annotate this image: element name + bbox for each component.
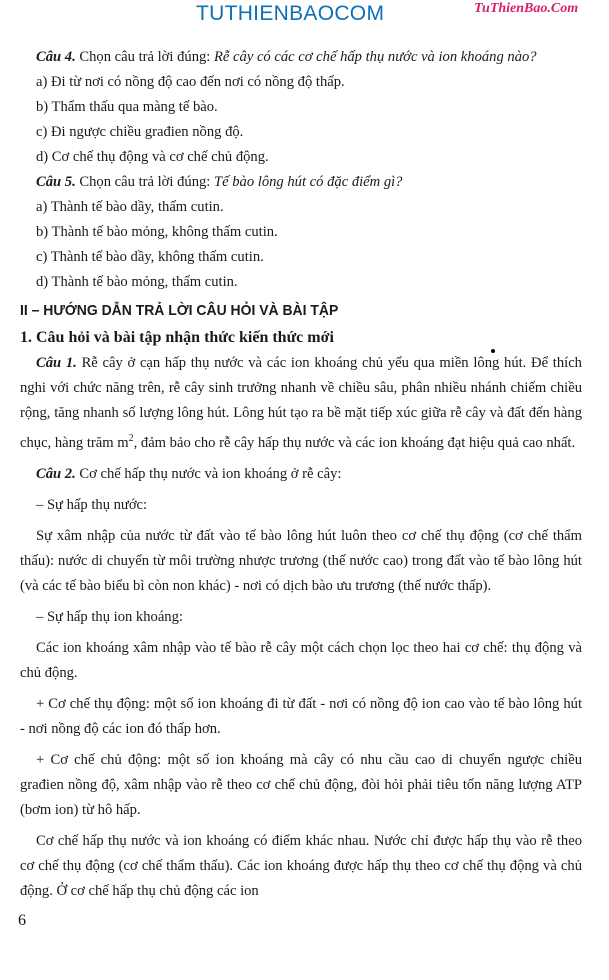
water-absorption-heading: – Sự hấp thụ nước: <box>36 496 148 513</box>
answer-1-superscript: 2 <box>128 433 134 444</box>
subsection-heading: 1. Câu hỏi và bài tập nhận thức kiến thức mới <box>20 329 334 346</box>
stray-dot-mark <box>491 349 495 353</box>
answer-1-text: Rễ cây ở cạn hấp thụ nước và các ion khoáng chủ yếu qua miền lông hút. Để thích nghi với chức năng trên, rễ cây sinh trưởng nhanh về chiều sâu, phân nhiều nhánh chiếm chiều rộng, tăng nhanh số lượng lông hút. Lông hút tạo ra bề mặt tiếp xúc giữa rễ cây và đất đến hàng chục, hàng trăm m <box>20 355 582 451</box>
question-5-option-d: d) Thành tế bào mỏng, thấm cutin. <box>36 274 238 290</box>
active-mechanism: + Cơ chế chủ động: một số ion khoáng mà cây có nhu cầu cao di chuyển ngược chiều građien nồng độ, xâm nhập vào rễ theo cơ chế chủ động, đòi hỏi phải tiêu tốn năng lượng ATP (bơm ion) từ hô hấp. <box>20 751 582 818</box>
question-5-intro: Chọn câu trả lời đúng: <box>79 174 211 190</box>
question-5 <box>20 170 582 195</box>
conclusion-text: Cơ chế hấp thụ nước và ion khoáng có điểm khác nhau. Nước chỉ được hấp thụ vào rễ theo cơ chế thụ động (cơ chế thẩm thấu). Các ion khoáng được hấp thụ theo cơ chế thụ động và chủ động. Ở cơ chế hấp thụ chủ động các ion <box>20 832 582 899</box>
site-title: TUTHIENBAOCOM <box>196 2 385 25</box>
question-5-label: Câu 5. <box>36 174 76 190</box>
question-4 <box>20 45 582 70</box>
answer-1 <box>20 351 582 456</box>
answer-2-intro: Cơ chế hấp thụ nước và ion khoáng ở rễ cây: <box>79 465 342 482</box>
page-number: 6 <box>18 912 26 929</box>
question-4-intro: Chọn câu trả lời đúng: <box>79 49 211 65</box>
passive-mechanism: + Cơ chế thụ động: một số ion khoáng đi từ đất - nơi có nồng độ ion cao vào tế bào lông hút - nơi nồng độ các ion đó thấp hơn. <box>20 695 582 737</box>
water-absorption-text: Sự xâm nhập của nước từ đất vào tế bào lông hút luôn theo cơ chế thụ động (cơ chế thẩm thấu): nước di chuyển từ môi trường nhược trương (thế nước cao) trong đất vào tế bào lông hút (và các tế bào biểu bì còn non khác) - nơi có dịch bào ưu trương (thế nước thấp). <box>20 527 582 594</box>
question-4-option-c: c) Đi ngược chiều građien nồng độ. <box>36 124 244 140</box>
site-logo: TuThienBao.Com <box>474 1 579 16</box>
answer-1-label: Câu 1. <box>36 355 77 371</box>
question-5-option-a: a) Thành tế bào dầy, thấm cutin. <box>36 199 224 215</box>
question-4-label: Câu 4. <box>36 49 76 65</box>
question-4-option-a: a) Đi từ nơi có nồng độ cao đến nơi có nồng độ thấp. <box>36 74 345 90</box>
question-4-option-d: d) Cơ chế thụ động và cơ chế chủ động. <box>36 149 269 165</box>
question-5-option-c: c) Thành tế bào dầy, không thấm cutin. <box>36 249 264 265</box>
ion-absorption-text: Các ion khoáng xâm nhập vào tế bào rễ cây một cách chọn lọc theo hai cơ chế: thụ động và chủ động. <box>20 639 582 681</box>
ion-absorption-heading: – Sự hấp thụ ion khoáng: <box>36 608 183 625</box>
question-5-text: Tế bào lông hút có đặc điểm gì? <box>214 174 403 190</box>
section-heading: II – HƯỚNG DẪN TRẢ LỜI CÂU HỎI VÀ BÀI TẬP <box>20 302 339 319</box>
question-4-option-b: b) Thẩm thấu qua màng tế bào. <box>36 99 218 115</box>
page-content <box>20 45 582 904</box>
answer-1-text-end: , đảm bảo cho rễ cây hấp thụ nước và các ion khoáng đạt hiệu quả cao nhất. <box>133 434 576 451</box>
answer-2-label: Câu 2. <box>36 465 76 482</box>
question-4-text: Rễ cây có các cơ chế hấp thụ nước và ion khoáng nào? <box>214 49 537 65</box>
question-5-option-b: b) Thành tế bào mỏng, không thấm cutin. <box>36 224 278 240</box>
answer-2 <box>20 462 582 487</box>
